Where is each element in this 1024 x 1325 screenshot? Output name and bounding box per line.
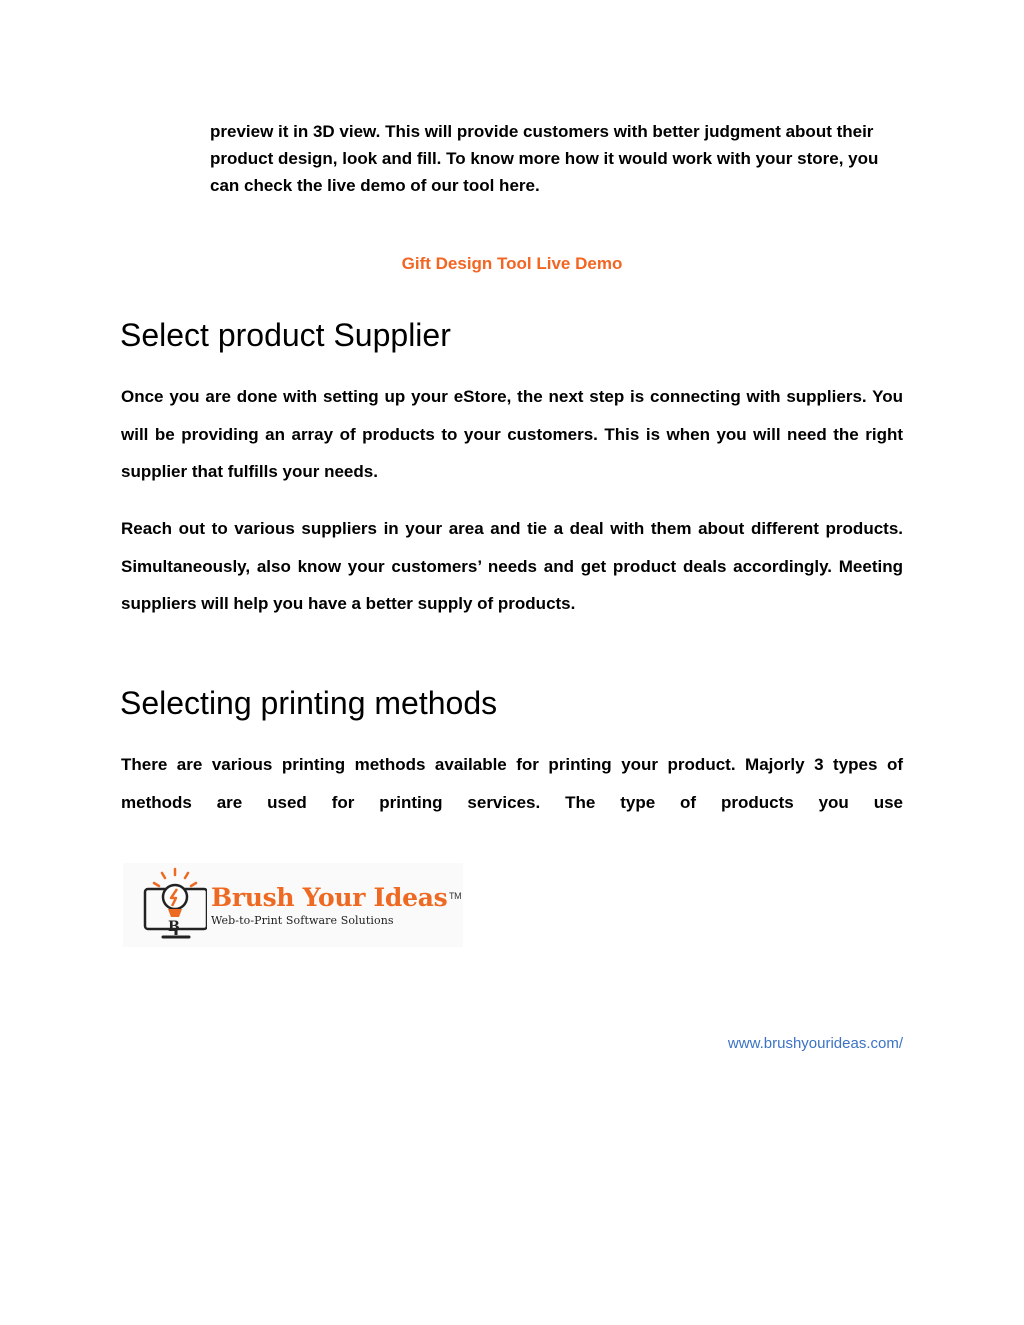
website-link[interactable]: www.brushyourideas.com/ xyxy=(727,1035,903,1052)
supplier-paragraph-1: Once you are done with setting up your eStore, the next step is connecting with suppliers. You will be providing an array of products to your customers. This is when you will need the right supplier that fulfills your needs. xyxy=(121,387,903,481)
lightbulb-brush-monitor-icon xyxy=(123,863,207,947)
supplier-paragraph-2: Reach out to various suppliers in your area and tie a deal with them about different products. Simultaneously, also know your customers’ needs and get product deals accordingly. Meeting suppliers will help you have a better supply of products. xyxy=(121,519,903,613)
section-heading-supplier: Select product Supplier xyxy=(120,317,451,353)
brush-your-ideas-logo xyxy=(123,863,463,947)
intro-paragraph: preview it in 3D view. This will provide customers with better judgment about their product design, look and fill. To know more how it would work with your store, you can check the live demo of our tool here. xyxy=(210,122,879,195)
printing-paragraph-1: There are various printing methods available for printing your product. Majorly 3 types of methods are used for printing services. The type of products you use xyxy=(121,755,903,812)
svg-text:B: B xyxy=(168,919,180,935)
gift-design-tool-demo-link[interactable]: Gift Design Tool Live Demo xyxy=(401,254,623,273)
section-heading-printing: Selecting printing methods xyxy=(120,685,498,721)
logo-tagline: Web-to-Print Software Solutions xyxy=(211,913,394,927)
logo-trademark: TM xyxy=(448,890,462,901)
logo-brand-name: Brush Your Ideas TM xyxy=(211,882,462,912)
